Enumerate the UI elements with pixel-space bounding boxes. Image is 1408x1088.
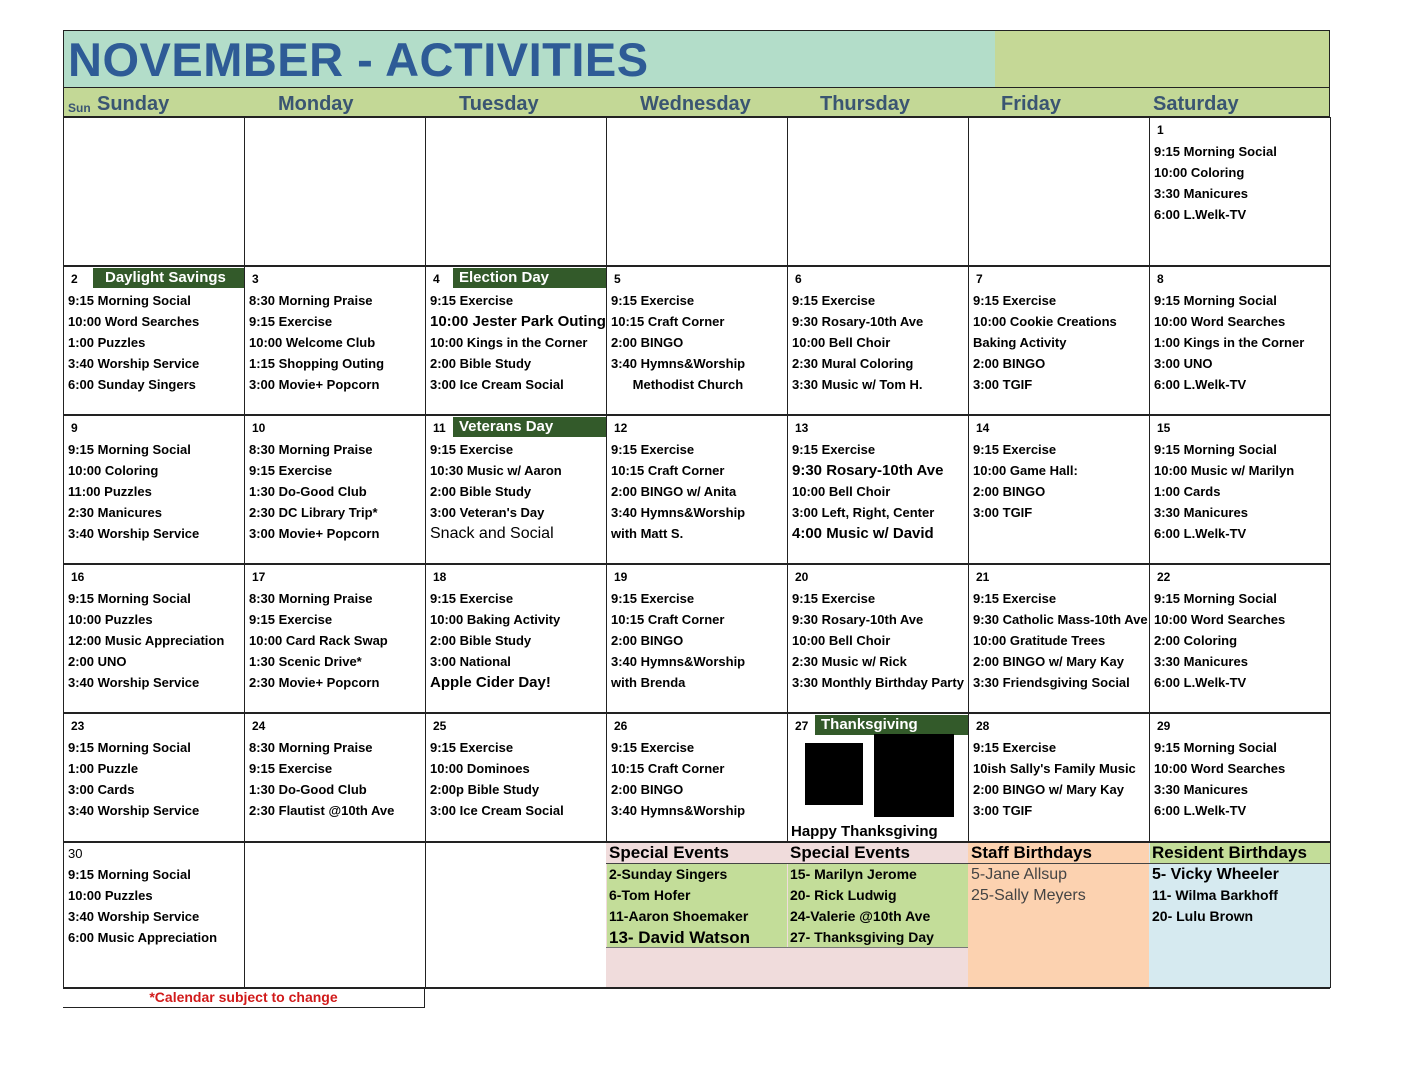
event-item: 9:15 Exercise <box>792 442 876 457</box>
event-item: 6:00 Sunday Singers <box>68 377 196 392</box>
event-list <box>68 737 199 821</box>
grid-row-line <box>63 116 1330 118</box>
event-list <box>249 737 394 821</box>
event-item: 10:15 Craft Corner <box>611 314 725 329</box>
event-item: 10ish Sally's Family Music <box>973 761 1136 776</box>
event-item: 2:00 BINGO w/ Mary Kay <box>973 654 1124 669</box>
event-item: 9:15 Exercise <box>611 293 695 308</box>
day-number: 9 <box>71 421 78 435</box>
event-item: 9:15 Exercise <box>973 740 1057 755</box>
event-item: 2:00 Bible Study <box>430 633 532 648</box>
event-item: 9:15 Morning Social <box>68 740 191 755</box>
event-item: 9:15 Exercise <box>973 442 1057 457</box>
redacted-image <box>874 734 954 817</box>
event-item: 3:30 Manicures <box>1154 654 1248 669</box>
event-list <box>68 290 199 395</box>
event-item: 2:00 BINGO <box>611 782 684 797</box>
calendar-note: *Calendar subject to change <box>63 987 425 1008</box>
event-item: 2:30 DC Library Trip* <box>249 505 378 520</box>
event-list <box>249 588 388 693</box>
event-list <box>1154 290 1304 395</box>
day-cell <box>787 713 968 842</box>
event-item: 9:15 Exercise <box>611 591 695 606</box>
event-item: 9:15 Exercise <box>430 442 514 457</box>
event-item: 9:15 Morning Social <box>68 591 191 606</box>
event-item: 9:15 Exercise <box>430 293 514 308</box>
event-item: 10:00 Puzzles <box>68 612 153 627</box>
day-cell <box>968 713 1149 842</box>
event-item: 8:30 Morning Praise <box>249 740 373 755</box>
title-band <box>63 31 1329 88</box>
event-item: 3:40 Worship Service <box>68 675 200 690</box>
day-number: 21 <box>976 570 990 584</box>
event-list <box>611 290 745 395</box>
event-item: 3:00 TGIF <box>973 377 1033 392</box>
grid-row-line <box>63 87 1330 88</box>
event-list <box>68 588 224 693</box>
event-item: 9:15 Exercise <box>792 293 876 308</box>
event-item: 11:00 Puzzles <box>68 484 152 499</box>
section-title: Resident Birthdays <box>1152 843 1307 862</box>
event-item: 1:30 Do-Good Club <box>249 782 367 797</box>
grid-column-line <box>1330 117 1331 988</box>
event-item: 9:15 Morning Social <box>1154 442 1277 457</box>
section-item: 20- Rick Ludwig <box>790 887 897 903</box>
event-item: 2:00 BINGO w/ Anita <box>611 484 737 499</box>
event-item: 9:15 Exercise <box>249 463 333 478</box>
day-number: 24 <box>252 719 266 733</box>
holiday-banner: Veterans Day <box>453 417 606 437</box>
page-title: NOVEMBER - ACTIVITIES <box>68 33 649 86</box>
event-item: 10:00 Coloring <box>68 463 159 478</box>
event-item: 10:00 Gratitude Trees <box>973 633 1106 648</box>
event-item: 1:15 Shopping Outing <box>249 356 385 371</box>
event-item: 10:00 Game Hall: <box>973 463 1078 478</box>
day-number: 6 <box>795 272 802 286</box>
day-cell <box>63 713 244 842</box>
day-cell <box>968 415 1149 564</box>
event-item: Baking Activity <box>973 335 1067 350</box>
day-number: 11 <box>433 421 446 435</box>
event-item: 1:00 Kings in the Corner <box>1154 335 1305 350</box>
day-cell <box>606 713 787 842</box>
event-item: 2:30 Movie+ Popcorn <box>249 675 380 690</box>
event-list <box>611 588 745 693</box>
day-cell <box>425 266 606 415</box>
event-item: 2:00 BINGO <box>611 335 684 350</box>
day-number: 10 <box>252 421 266 435</box>
day-cell <box>1149 415 1330 564</box>
event-item: 9:30 Catholic Mass-10th Ave <box>973 612 1148 627</box>
event-item: 2:30 Music w/ Rick <box>792 654 907 669</box>
event-list <box>792 439 943 544</box>
event-item: 9:15 Morning Social <box>1154 740 1277 755</box>
event-item: 3:40 Worship Service <box>68 526 200 541</box>
grid-row-line <box>63 30 1330 31</box>
event-item: Apple Cider Day! <box>430 674 551 691</box>
event-list <box>68 864 217 948</box>
section-item: 11- Wilma Barkhoff <box>1152 887 1278 903</box>
day-number: 5 <box>614 272 621 286</box>
day-number: 17 <box>252 570 266 584</box>
event-item: 2:30 Mural Coloring <box>792 356 914 371</box>
event-item: 10:15 Craft Corner <box>611 761 725 776</box>
day-number: 15 <box>1157 421 1171 435</box>
event-item: 3:00 UNO <box>1154 356 1213 371</box>
day-cell <box>787 266 968 415</box>
event-list <box>430 737 564 821</box>
day-header-tuesday: Tuesday <box>459 93 539 115</box>
day-cell <box>1149 564 1330 713</box>
day-number: 13 <box>795 421 809 435</box>
day-cell <box>606 415 787 564</box>
event-item: 9:30 Rosary-10th Ave <box>792 462 944 479</box>
day-cell <box>968 266 1149 415</box>
event-item: 2:00 Coloring <box>1154 633 1238 648</box>
day-cell <box>244 713 425 842</box>
day-cell <box>244 564 425 713</box>
event-item: 10:00 Music w/ Marilyn <box>1154 463 1295 478</box>
section-list <box>971 864 1086 906</box>
day-number: 29 <box>1157 719 1171 733</box>
section-item: 20- Lulu Brown <box>1152 908 1254 924</box>
event-item: 9:30 Rosary-10th Ave <box>792 314 924 329</box>
event-item: 2:00p Bible Study <box>430 782 540 797</box>
section-item: 13- David Watson <box>609 928 751 947</box>
event-item: 10:00 Word Searches <box>1154 612 1286 627</box>
day-number: 25 <box>433 719 447 733</box>
event-item: Snack and Social <box>430 525 554 542</box>
event-item: 3:00 National <box>430 654 511 669</box>
day-cell <box>1149 117 1330 266</box>
event-list <box>792 588 964 693</box>
event-item: 10:00 Word Searches <box>68 314 200 329</box>
holiday-banner: Election Day <box>453 268 606 288</box>
event-item: 3:00 Ice Cream Social <box>430 377 564 392</box>
day-cell <box>1149 713 1330 842</box>
event-item: 3:30 Music w/ Tom H. <box>792 377 923 392</box>
section-item: 5- Vicky Wheeler <box>1152 866 1279 883</box>
event-item: 3:40 Hymns&Worship <box>611 356 746 371</box>
event-item: 12:00 Music Appreciation <box>68 633 225 648</box>
event-item: 9:15 Morning Social <box>1154 144 1277 159</box>
event-item: 6:00 L.Welk-TV <box>1154 675 1247 690</box>
event-item: 3:00 Ice Cream Social <box>430 803 564 818</box>
event-item: 1:30 Scenic Drive* <box>249 654 362 669</box>
event-item: 2:00 Bible Study <box>430 484 532 499</box>
event-item: 2:00 Bible Study <box>430 356 532 371</box>
event-list <box>973 290 1117 395</box>
event-list <box>1154 588 1285 693</box>
special-events-box <box>787 843 968 987</box>
day-header-saturday: Saturday <box>1153 93 1239 115</box>
event-item: 2:00 BINGO <box>973 356 1046 371</box>
event-item: 8:30 Morning Praise <box>249 591 373 606</box>
event-list <box>973 439 1078 523</box>
day-number: 22 <box>1157 570 1171 584</box>
event-item: 1:00 Puzzle <box>68 761 139 776</box>
event-list <box>973 737 1136 821</box>
event-item: 6:00 L.Welk-TV <box>1154 803 1247 818</box>
event-list <box>68 439 199 544</box>
grid-column-line <box>63 31 64 117</box>
event-list <box>430 439 562 544</box>
event-item: 9:15 Exercise <box>973 293 1057 308</box>
day-header-thursday: Thursday <box>820 93 911 115</box>
event-item: 10:15 Craft Corner <box>611 463 725 478</box>
section-title: Staff Birthdays <box>971 843 1092 862</box>
event-item: 9:15 Exercise <box>249 314 333 329</box>
day-header-wednesday: Wednesday <box>640 93 751 115</box>
event-item: 4:00 Music w/ David <box>792 525 934 542</box>
day-header-monday: Monday <box>278 93 354 115</box>
day-number: 7 <box>976 272 983 286</box>
event-item: 3:30 Manicures <box>1154 505 1248 520</box>
event-item: 10:00 Puzzles <box>68 888 153 903</box>
event-item: 2:00 UNO <box>68 654 127 669</box>
event-item: 9:15 Morning Social <box>68 442 191 457</box>
event-item: 10:00 Jester Park Outing <box>430 313 606 330</box>
event-item: 6:00 L.Welk-TV <box>1154 377 1247 392</box>
event-item: 9:15 Exercise <box>249 761 333 776</box>
day-number: 2 <box>71 272 78 286</box>
event-item: with Matt S. <box>611 526 684 541</box>
day-number: 4 <box>433 272 440 286</box>
day-cell <box>606 266 787 415</box>
event-item: 9:15 Morning Social <box>68 293 191 308</box>
event-item: 3:00 TGIF <box>973 803 1033 818</box>
event-item: 10:00 Dominoes <box>430 761 530 776</box>
section-item: 27- Thanksgiving Day <box>790 929 934 945</box>
day-number: 18 <box>433 570 447 584</box>
event-item: 3:30 Monthly Birthday Party <box>792 675 964 690</box>
event-list <box>1154 141 1277 225</box>
day-cell <box>787 564 968 713</box>
event-item: 3:40 Hymns&Worship <box>611 654 746 669</box>
day-cell <box>63 415 244 564</box>
section-title: Special Events <box>609 843 730 862</box>
day-number: 26 <box>614 719 628 733</box>
section-item: 15- Marilyn Jerome <box>790 866 917 882</box>
event-item: 1:00 Cards <box>1154 484 1221 499</box>
holiday-banner: Thanksgiving <box>815 715 968 735</box>
event-item: 10:00 Bell Choir <box>792 484 891 499</box>
event-item: 9:15 Exercise <box>611 442 695 457</box>
day-number: 3 <box>252 272 259 286</box>
event-item: 6:00 Music Appreciation <box>68 930 218 945</box>
section-item: 24-Valerie @10th Ave <box>790 908 931 924</box>
event-item: 2:00 BINGO <box>611 633 684 648</box>
event-item: 1:00 Puzzles <box>68 335 146 350</box>
title-accent-block <box>995 31 1329 88</box>
section-list <box>1152 864 1279 927</box>
section-item: 5-Jane Allsup <box>971 866 1068 883</box>
day-number: 27 <box>795 719 809 733</box>
day-number: 8 <box>1157 272 1164 286</box>
event-item: 2:00 BINGO <box>973 484 1046 499</box>
event-list <box>792 290 923 395</box>
event-item: 3:00 Cards <box>68 782 135 797</box>
event-item: 3:30 Friendsgiving Social <box>973 675 1130 690</box>
event-list <box>973 588 1148 693</box>
event-list <box>611 439 745 544</box>
event-item: 2:30 Manicures <box>68 505 162 520</box>
section-item: 2-Sunday Singers <box>609 866 728 882</box>
thanksgiving-caption: Happy Thanksgiving <box>791 823 938 840</box>
day-cell <box>425 713 606 842</box>
day-number: 30 <box>68 846 83 861</box>
event-item: 9:15 Morning Social <box>1154 591 1277 606</box>
event-item: 9:30 Rosary-10th Ave <box>792 612 924 627</box>
day-header-sunday: Sunday <box>97 93 170 115</box>
special-events-box <box>606 843 787 987</box>
event-item: 9:15 Morning Social <box>68 867 191 882</box>
day-cell <box>63 266 244 415</box>
day-cell <box>63 564 244 713</box>
day-cell <box>787 415 968 564</box>
event-item: 6:00 L.Welk-TV <box>1154 526 1247 541</box>
day-cell <box>1149 266 1330 415</box>
day-number: 14 <box>976 421 990 435</box>
event-item: 3:40 Worship Service <box>68 909 200 924</box>
event-item: 3:40 Worship Service <box>68 356 200 371</box>
event-list <box>249 290 384 395</box>
event-item: 3:30 Manicures <box>1154 186 1248 201</box>
day-cell <box>244 415 425 564</box>
event-item: 3:00 Left, Right, Center <box>792 505 935 520</box>
event-item: 3:00 Movie+ Popcorn <box>249 377 380 392</box>
event-item: 10:00 Bell Choir <box>792 335 891 350</box>
event-item: 2:00 BINGO w/ Mary Kay <box>973 782 1124 797</box>
event-list <box>430 290 606 395</box>
holiday-banner: Daylight Savings <box>93 268 244 288</box>
event-item: 3:00 Veteran's Day <box>430 505 545 520</box>
redacted-image <box>805 743 863 805</box>
event-item: 6:00 L.Welk-TV <box>1154 207 1247 222</box>
day-number: 12 <box>614 421 628 435</box>
event-item: 3:40 Worship Service <box>68 803 200 818</box>
event-item: 8:30 Morning Praise <box>249 293 373 308</box>
event-item: 3:40 Hymns&Worship <box>611 505 746 520</box>
day-number: 16 <box>71 570 85 584</box>
event-item: 9:15 Exercise <box>611 740 695 755</box>
event-list <box>611 737 745 821</box>
event-item: 9:15 Exercise <box>792 591 876 606</box>
section-title: Special Events <box>790 843 911 862</box>
event-item: 10:00 Bell Choir <box>792 633 891 648</box>
event-list <box>430 588 560 693</box>
day-cell <box>606 564 787 713</box>
section-list <box>609 864 750 948</box>
resident-birthdays-box <box>1149 843 1330 987</box>
event-item: 9:15 Exercise <box>249 612 333 627</box>
sun-abbrev: Sun <box>68 101 91 115</box>
section-item: 25-Sally Meyers <box>971 887 1086 904</box>
grid-column-line <box>1329 31 1330 117</box>
day-cell <box>244 266 425 415</box>
event-item: 10:00 Coloring <box>1154 165 1245 180</box>
day-number: 28 <box>976 719 990 733</box>
day-number: 19 <box>614 570 628 584</box>
section-item: 11-Aaron Shoemaker <box>609 908 749 924</box>
event-item: 8:30 Morning Praise <box>249 442 373 457</box>
event-list <box>1154 737 1285 821</box>
event-item: 1:30 Do-Good Club <box>249 484 367 499</box>
event-item: 10:30 Music w/ Aaron <box>430 463 562 478</box>
event-item: 9:15 Exercise <box>430 740 514 755</box>
event-item: 3:40 Hymns&Worship <box>611 803 746 818</box>
day-header-friday: Friday <box>1001 93 1062 115</box>
event-item: 10:00 Kings in the Corner <box>430 335 588 350</box>
event-item: with Brenda <box>611 675 686 690</box>
event-item: 3:30 Manicures <box>1154 782 1248 797</box>
event-item: 10:00 Baking Activity <box>430 612 561 627</box>
staff-birthdays-box <box>968 843 1149 987</box>
event-item: 3:00 Movie+ Popcorn <box>249 526 380 541</box>
event-list <box>1154 439 1294 544</box>
day-cell <box>968 564 1149 713</box>
event-item: Methodist Church <box>611 377 744 392</box>
section-list <box>790 864 934 948</box>
event-item: 10:00 Cookie Creations <box>973 314 1117 329</box>
event-item: 2:30 Flautist @10th Ave <box>249 803 395 818</box>
day-header-row <box>63 88 1329 117</box>
event-item: 9:15 Exercise <box>430 591 514 606</box>
event-item: 10:00 Card Rack Swap <box>249 633 388 648</box>
event-item: 3:00 TGIF <box>973 505 1033 520</box>
event-item: 10:00 Word Searches <box>1154 761 1286 776</box>
day-number: 23 <box>71 719 85 733</box>
event-item: 9:15 Exercise <box>973 591 1057 606</box>
day-cell <box>425 415 606 564</box>
event-item: 10:15 Craft Corner <box>611 612 725 627</box>
event-list <box>249 439 379 544</box>
day-number: 1 <box>1157 123 1164 137</box>
day-cell <box>63 842 244 987</box>
day-number: 20 <box>795 570 809 584</box>
section-item: 6-Tom Hofer <box>609 887 691 903</box>
event-item: 10:00 Word Searches <box>1154 314 1286 329</box>
event-item: 10:00 Welcome Club <box>249 335 376 350</box>
day-cell <box>425 564 606 713</box>
event-item: 9:15 Morning Social <box>1154 293 1277 308</box>
